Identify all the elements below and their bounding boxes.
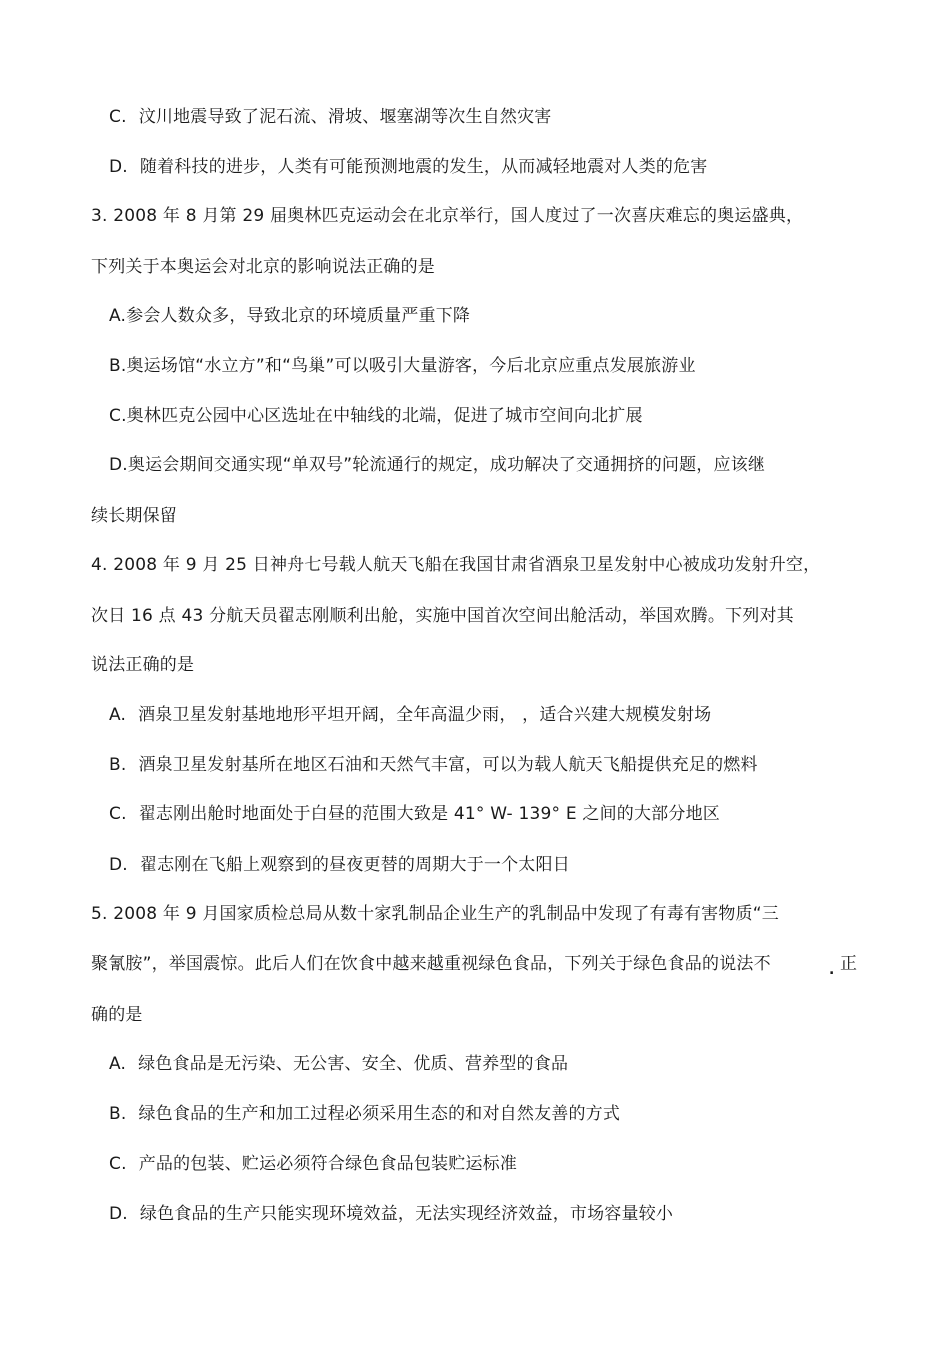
- option-label: C.: [109, 804, 127, 824]
- q5-option-b: [109, 1102, 620, 1126]
- option-text: 汶川地震导致了泥石流、滑坡、堰塞湖等次生自然灾害: [138, 107, 552, 127]
- option-label: D.: [109, 157, 128, 177]
- q5-stem-line3: 确的是: [91, 1005, 143, 1025]
- q5-emphasis-mark: 正: [840, 954, 858, 974]
- q3-stem-line2: 下列关于本奥运会对北京的影响说法正确的是: [91, 257, 435, 277]
- q3-option-d-line2: 续长期保留: [91, 506, 177, 526]
- q3-stem-line1: 3. 2008 年 8 月第 29 届奥林匹克运动会在北京举行，国人度过了一次喜庆难忘的奥运盛典，: [91, 206, 804, 226]
- q3-option-b: B.奥运场馆“水立方”和“鸟巢”可以吸引大量游客，今后北京应重点发展旅游业: [109, 356, 696, 376]
- q5-option-c: [109, 1152, 517, 1176]
- option-label: B.: [109, 755, 127, 775]
- option-text: 产品的包装、贮运必须符合绿色食品包装贮运标准: [138, 1154, 518, 1174]
- q3-option-c: C.奥林匹克公园中心区选址在中轴线的北端，促进了城市空间向北扩展: [109, 406, 643, 426]
- option-label: D.: [109, 855, 128, 875]
- option-text: 翟志刚在飞船上观察到的昼夜更替的周期大于一个太阳日: [139, 855, 570, 875]
- q4-stem-line3: 说法正确的是: [91, 655, 195, 675]
- option-label: A.: [109, 705, 127, 725]
- option-label: A.: [109, 1054, 127, 1074]
- option-text: 翟志刚出舱时地面处于白昼的范围大致是 41° W- 139° E 之间的大部分地区: [138, 804, 720, 824]
- option-text: 酒泉卫星发射基所在地区石油和天然气丰富，可以为载人航天飞船提供充足的燃料: [138, 755, 758, 775]
- q4-option-d: [109, 853, 570, 877]
- q4-option-c: [109, 802, 720, 826]
- option-text: 绿色食品的生产和加工过程必须采用生态的和对自然友善的方式: [138, 1104, 621, 1124]
- q5-option-d: [109, 1202, 673, 1226]
- q4-option-a: [109, 703, 711, 727]
- q5-option-a: [109, 1052, 568, 1076]
- option-text: 随着科技的进步，人类有可能预测地震的发生，从而减轻地震对人类的危害: [139, 157, 708, 177]
- option-label: B.: [109, 1104, 127, 1124]
- q5-stem-line1: 5. 2008 年 9 月国家质检总局从数十家乳制品企业生产的乳制品中发现了有毒有害物质“三: [91, 904, 779, 924]
- option-text: 绿色食品是无污染、无公害、安全、优质、营养型的食品: [138, 1054, 569, 1074]
- emphasis-dot-icon: .: [829, 962, 835, 978]
- q4-option-b: [109, 753, 758, 777]
- option-label: C.: [109, 1154, 127, 1174]
- q2-option-c: [109, 105, 552, 129]
- q3-option-d-line1: D.奥运会期间交通实现“单双号”轮流通行的规定，成功解决了交通拥挤的问题，应该继: [109, 455, 766, 475]
- option-label: C.: [109, 107, 127, 127]
- option-text: 绿色食品的生产只能实现环境效益，无法实现经济效益，市场容量较小: [139, 1204, 674, 1224]
- option-text: 酒泉卫星发射基地地形平坦开阔，全年高温少雨， ，适合兴建大规模发射场: [138, 705, 712, 725]
- q3-option-a: A.参会人数众多，导致北京的环境质量严重下降: [109, 306, 471, 326]
- q4-stem-line1: 4. 2008 年 9 月 25 日神舟七号载人航天飞船在我国甘肃省酒泉卫星发射中心被成功发射升空，: [91, 555, 821, 575]
- q4-stem-line2: 次日 16 点 43 分航天员翟志刚顺利出舱，实施中国首次空间出舱活动，举国欢腾。下列对其: [91, 606, 794, 626]
- q2-option-d: [109, 155, 708, 179]
- q5-stem-line2: 聚氰胺”，举国震惊。此后人们在饮食中越来越重视绿色食品，下列关于绿色食品的说法不: [91, 954, 771, 974]
- option-label: D.: [109, 1204, 128, 1224]
